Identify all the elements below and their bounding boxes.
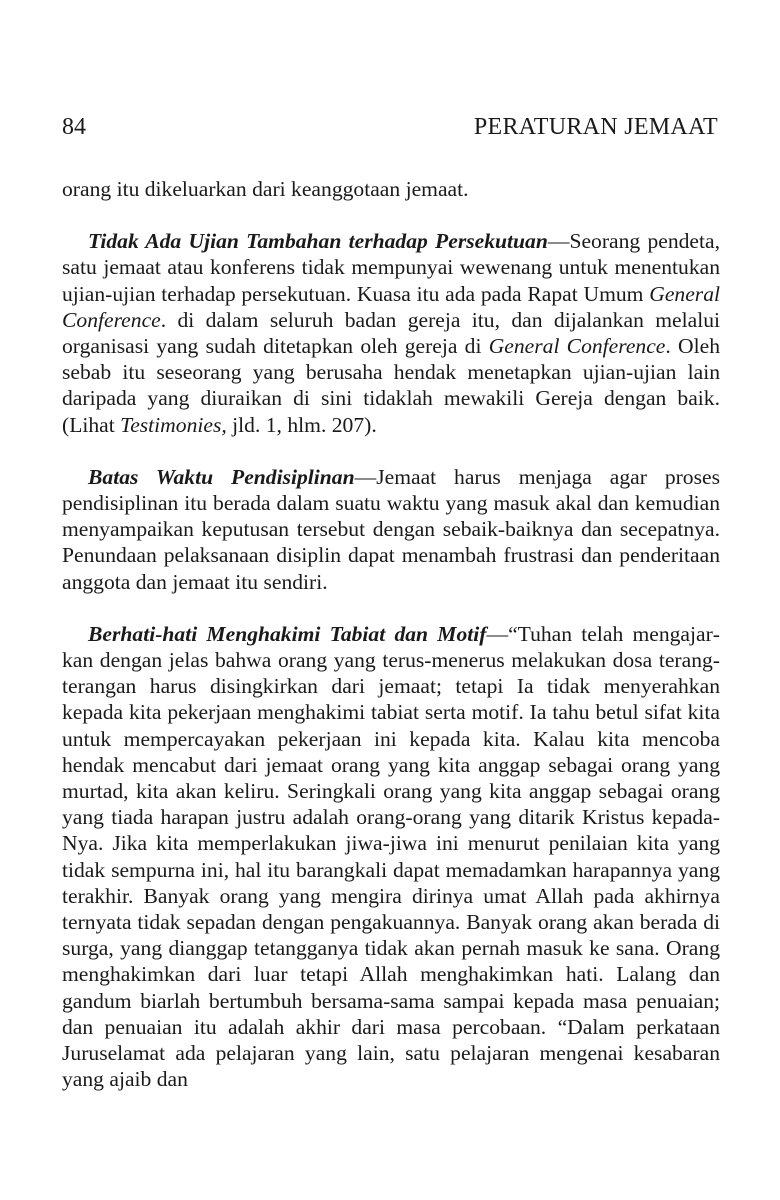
paragraph-text: . di dalam seluruh badan gereja itu, dan dijalankan melalui organisasi yang sudah ditetapkan oleh gereja di <box>62 307 720 359</box>
paragraph-text: Seorang pendeta, satu jemaat atau konferens tidak mempunyai wewenang untuk menentukan ujian-ujian terhadap persekutuan. Kuasa itu ada pada Rapat Umum <box>62 229 720 306</box>
paragraph-text: jld. 1, hlm. 207). <box>226 412 377 437</box>
section-heading: Tidak Ada Ujian Tambahan terhadap Persekutuan <box>88 229 548 254</box>
section-heading: Berhati-hati Menghakimi Tabiat dan Motif <box>88 621 487 646</box>
italic-term: General Conference <box>62 281 720 332</box>
paragraph-text: Jemaat harus menjaga agar proses pendisiplinan itu berada dalam suatu waktu yang masuk akal dan kemudian menyampaikan keputusan tersebut dengan sebaik-baiknya dan secepatnya. Penundaan pelaksanaan disiplin dapat menambah frustrasi dan penderitaan anggota dan jemaat itu sendiri. <box>62 464 720 594</box>
paragraph-text: . Oleh sebab itu seseorang yang berusaha hendak menetapkan ujian-ujian lain daripada yang diuraikan di sini tidaklah mewakili Gereja dengan baik. (Lihat <box>62 334 720 437</box>
italic-term: General Conference <box>488 334 666 359</box>
paragraph-batas-waktu <box>62 464 720 595</box>
em-dash: — <box>547 229 570 254</box>
paragraph-ujian-tambahan <box>62 228 720 438</box>
page-number: 84 <box>62 114 86 140</box>
running-title: PERATURAN JEMAAT <box>473 114 718 140</box>
em-dash: — <box>354 464 377 489</box>
body-text <box>62 176 720 1093</box>
running-header <box>62 112 718 142</box>
paragraph-berhati-hati <box>62 621 720 1093</box>
section-heading: Batas Waktu Pendisiplinan <box>88 464 355 489</box>
paragraph-continuation <box>62 176 720 202</box>
italic-term: Testimonies, <box>120 412 227 437</box>
paragraph-text: orang itu dikeluarkan dari keanggotaan jemaat. <box>62 177 469 201</box>
paragraph-text: “Tuhan telah mengajarkan dengan jelas bahwa orang yang terus-menerus melakukan dosa terang-terangan harus disingkirkan dari jemaat; tetapi Ia tidak menyerahkan kepada kita pekerjaan menghakimi tabiat serta motif. Ia tahu betul sifat kita untuk mempercayakan pekerjaan ini kepada kita. Kalau kita mencoba hendak mencabut dari jemaat orang yang kita anggap sebagai orang yang murtad, kita akan keliru. Seringkali orang yang kita anggap sebagai orang yang tiada harapan justru adalah orang-orang yang ditarik Kristus kepada-Nya. Jika kita memperlakukan jiwa-jiwa ini menurut penilaian kita yang tidak sempurna ini, hal itu barangkali dapat memadamkan harapannya yang terakhir. Banyak orang yang mengira dirinya umat Allah pada akhirnya ternyata tidak sepadan dengan pengakuannya. Banyak orang akan berada di surga, yang dianggap tetangganya tidak akan pernah masuk ke sana. Orang menghakimkan dari luar tetapi Allah menghakimkan hati. Lalang dan gandum biarlah bertumbuh bersama-sama sampai kepada masa penuaian; dan penuaian itu adalah akhir dari masa percobaan. “Dalam perkataan Juruselamat ada pelajaran yang lain, satu pelajaran mengenai kesabaran yang ajaib dan <box>62 621 720 1092</box>
em-dash: — <box>486 621 509 646</box>
